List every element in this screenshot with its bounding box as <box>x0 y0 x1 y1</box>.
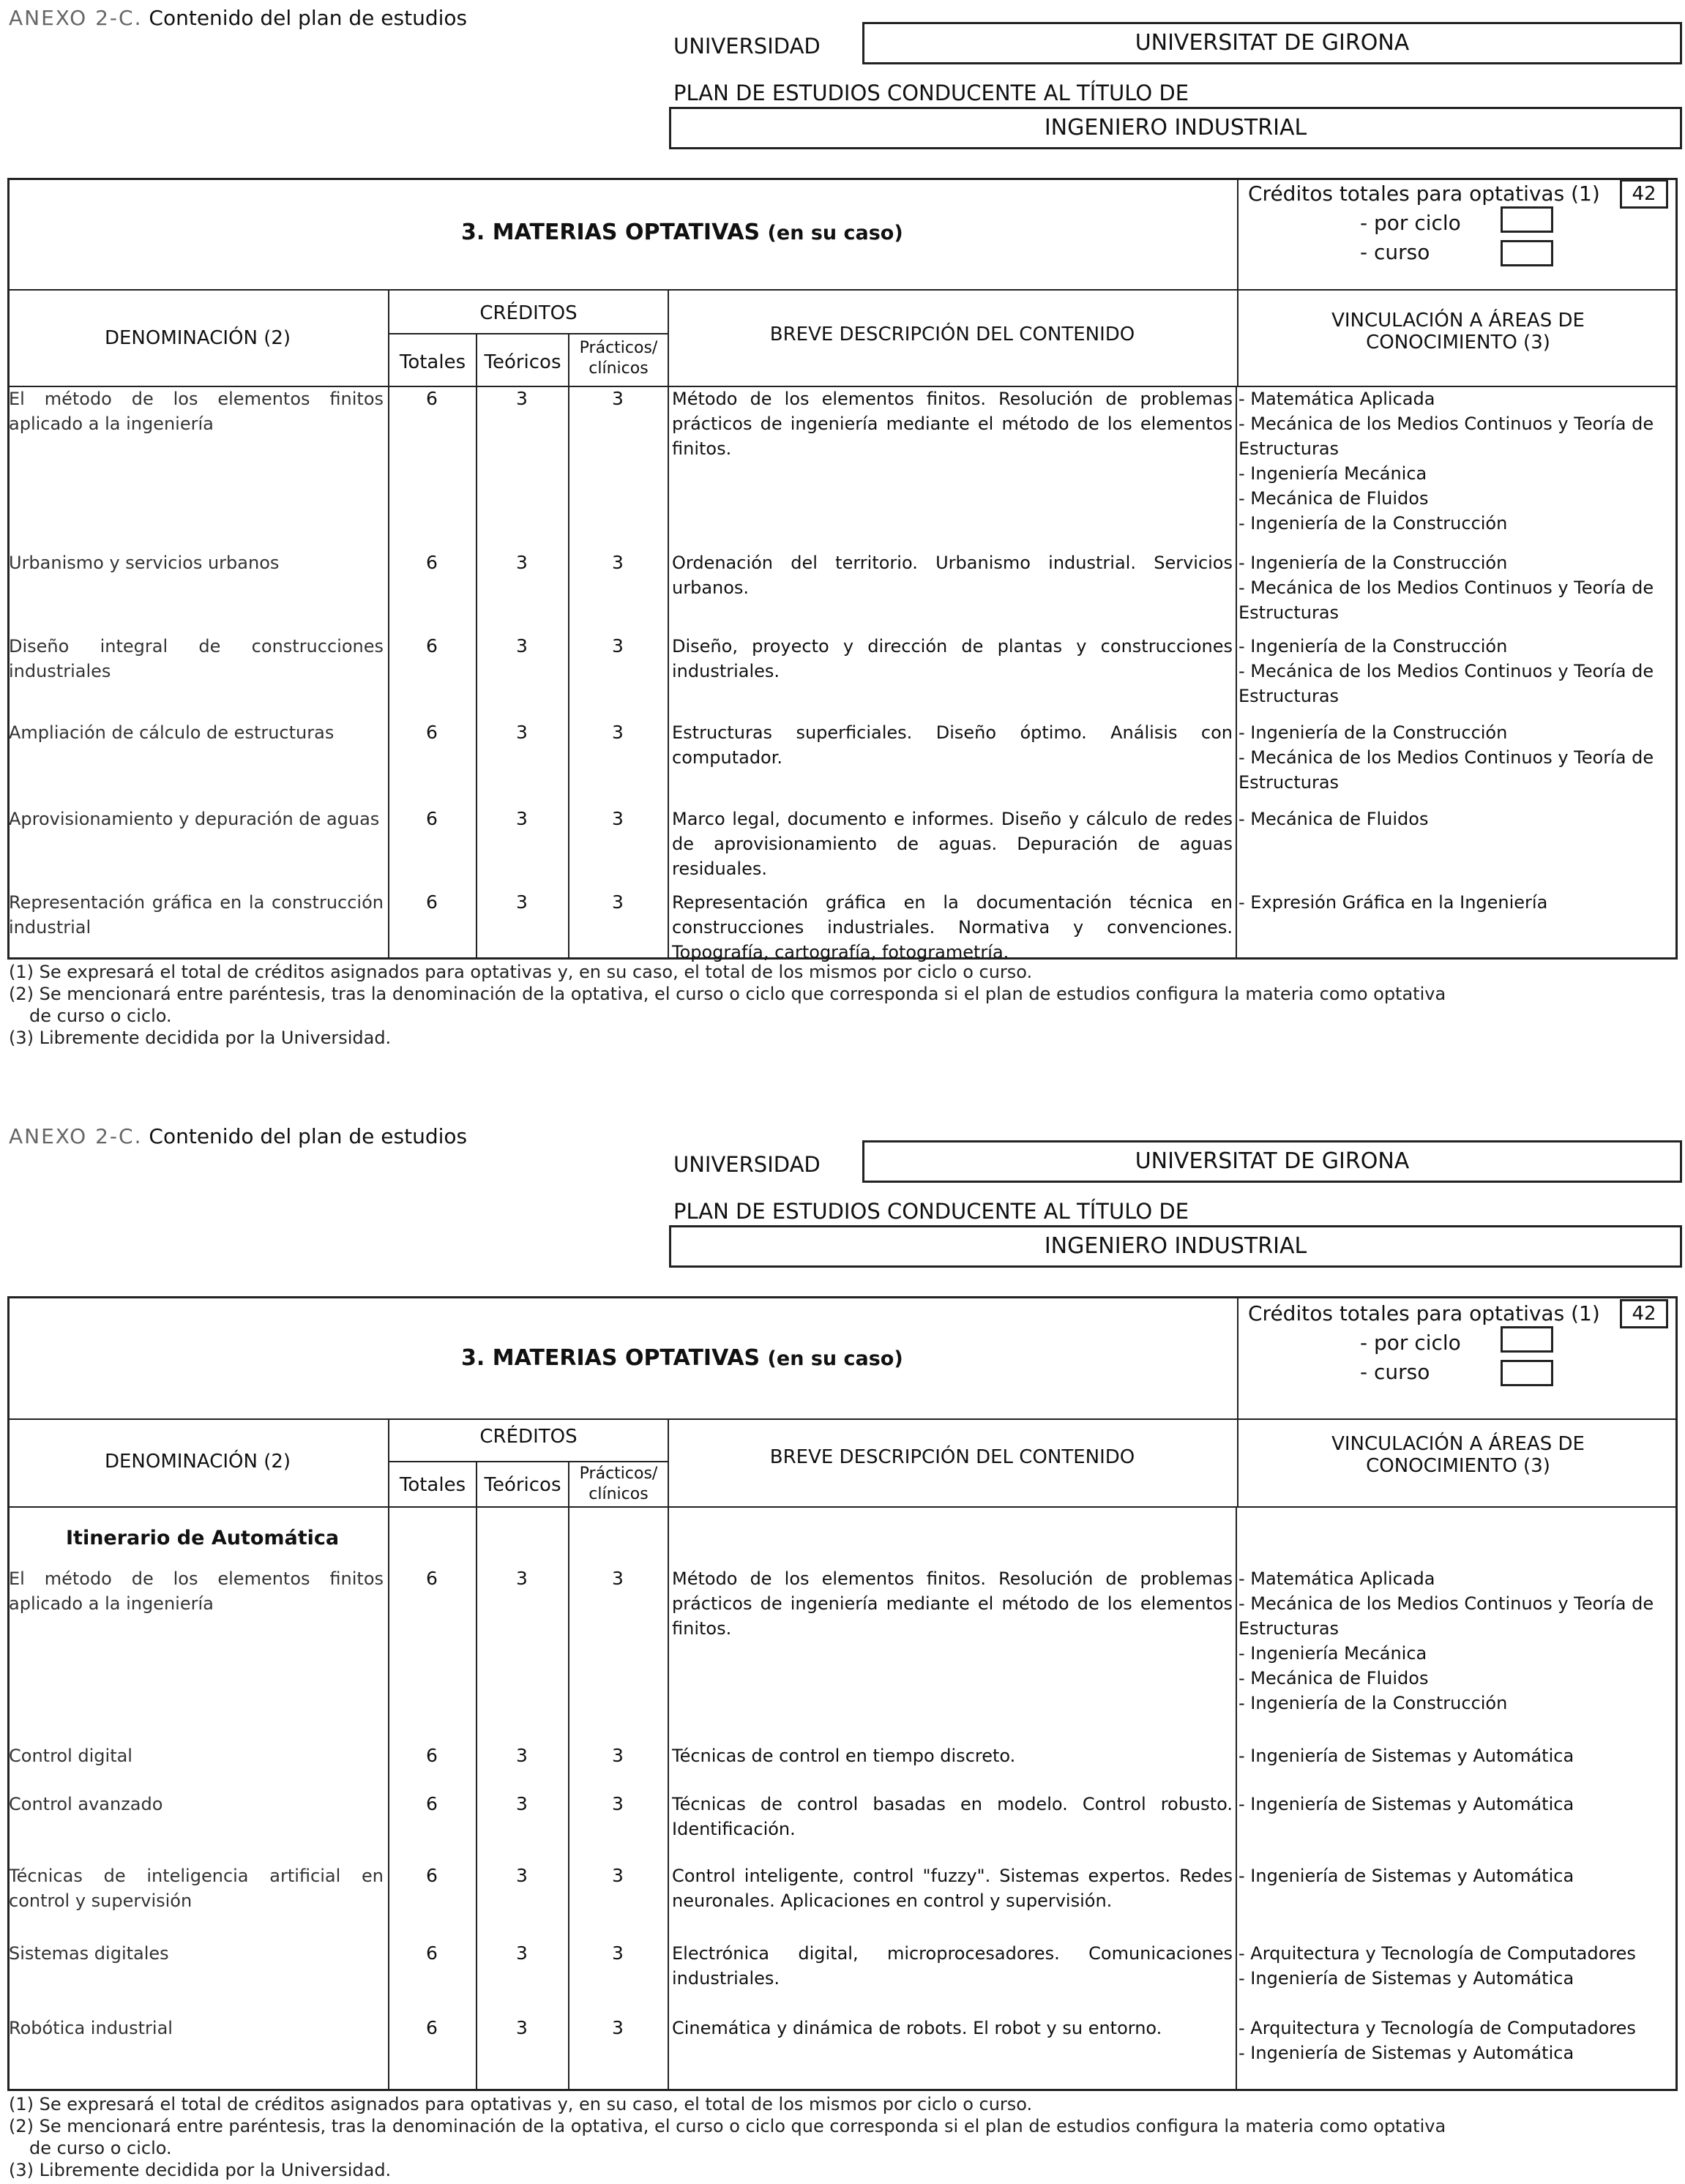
row-denomination: Representación gráfica en la construcción industrial <box>9 892 384 938</box>
section-title: 3. MATERIAS OPTATIVAS (en su caso) <box>461 220 903 245</box>
header-teoricos: Teóricos <box>484 351 561 373</box>
per-cycle-box <box>1501 1326 1553 1353</box>
row-credits-total: 6 <box>426 1745 438 1766</box>
divider <box>7 289 1678 291</box>
annex-number: ANEXO 2-C. <box>9 6 143 30</box>
footnote-2-cont: de curso o ciclo. <box>29 2138 172 2158</box>
row-credits-total: 6 <box>426 1568 438 1589</box>
row-credits-theory: 3 <box>516 552 528 573</box>
annex-title: Contenido del plan de estudios <box>149 1124 468 1148</box>
row-knowledge-areas: - Ingeniería de Sistemas y Automática <box>1238 1866 1574 1886</box>
row-knowledge-areas: - Ingeniería de Sistemas y Automática <box>1238 1746 1574 1766</box>
header-denominacion: DENOMINACIÓN (2) <box>104 327 291 349</box>
row-denomination: Control digital <box>9 1746 132 1766</box>
per-cycle-box <box>1501 206 1553 233</box>
row-denomination: Sistemas digitales <box>9 1943 169 1964</box>
row-credits-total: 6 <box>426 808 438 829</box>
row-credits-practice: 3 <box>612 1745 624 1766</box>
divider <box>7 1418 1678 1420</box>
row-description: Cinemática y dinámica de robots. El robot y su entorno. <box>672 2018 1162 2038</box>
row-description: Control inteligente, control "fuzzy". Sistemas expertos. Redes neuronales. Aplicaciones en control y supervisión. <box>672 1866 1233 1911</box>
annex-number: ANEXO 2-C. <box>9 1124 143 1148</box>
row-credits-theory: 3 <box>516 891 528 913</box>
row-credits-theory: 3 <box>516 635 528 657</box>
row-credits-practice: 3 <box>612 2017 624 2038</box>
divider <box>388 289 389 960</box>
row-credits-practice: 3 <box>612 635 624 657</box>
row-credits-practice: 3 <box>612 1942 624 1964</box>
credits-total-label: Créditos totales para optativas (1) <box>1248 182 1600 206</box>
per-cycle-label: - por ciclo <box>1360 211 1461 235</box>
row-description: Método de los elementos finitos. Resolución de problemas prácticos de ingeniería mediante el método de los elementos finitos. <box>672 389 1233 459</box>
footnote-2: (2) Se mencionará entre paréntesis, tras la denominación de la optativa, el curso o ciclo que corresponda si el plan de estudios configura la materia como optativa <box>9 984 1446 1004</box>
row-credits-theory: 3 <box>516 1568 528 1589</box>
divider <box>388 333 668 334</box>
row-description: Marco legal, documento e informes. Diseño y cálculo de redes de aprovisionamiento de aguas. Depuración de aguas residuales. <box>672 809 1233 879</box>
itinerary-heading: Itinerario de Automática <box>66 1527 340 1549</box>
header-vinculacion: VINCULACIÓN A ÁREAS DE CONOCIMIENTO (3) <box>1331 1433 1585 1477</box>
university-label: UNIVERSIDAD <box>673 34 821 59</box>
row-credits-theory: 3 <box>516 1793 528 1814</box>
header-teoricos: Teóricos <box>484 1474 561 1496</box>
row-credits-theory: 3 <box>516 1865 528 1886</box>
per-course-box <box>1501 240 1553 266</box>
row-knowledge-areas: - Expresión Gráfica en la Ingeniería <box>1238 892 1548 913</box>
per-cycle-label: - por ciclo <box>1360 1331 1461 1355</box>
university-value: UNIVERSITAT DE GIRONA <box>862 1140 1682 1183</box>
divider <box>568 1461 569 2091</box>
credits-total-value: 42 <box>1620 1299 1668 1328</box>
row-knowledge-areas: - Arquitectura y Tecnología de Computadores - Ingeniería de Sistemas y Automática <box>1238 2018 1636 2063</box>
row-knowledge-areas: - Ingeniería de la Construcción - Mecánica de los Medios Continuos y Teoría de Estructuras <box>1238 636 1654 706</box>
university-label: UNIVERSIDAD <box>673 1152 821 1177</box>
row-credits-total: 6 <box>426 1865 438 1886</box>
row-credits-total: 6 <box>426 635 438 657</box>
row-description: Técnicas de control basadas en modelo. Control robusto. Identificación. <box>672 1794 1233 1839</box>
row-credits-practice: 3 <box>612 1793 624 1814</box>
row-credits-theory: 3 <box>516 2017 528 2038</box>
divider <box>476 333 477 960</box>
credits-total-value: 42 <box>1620 179 1668 209</box>
row-denomination: Ampliación de cálculo de estructuras <box>9 722 335 743</box>
row-denomination: Diseño integral de construcciones industriales <box>9 636 384 681</box>
header-denominacion: DENOMINACIÓN (2) <box>104 1451 291 1473</box>
plan-value: INGENIERO INDUSTRIAL <box>669 107 1682 149</box>
row-denomination: Urbanismo y servicios urbanos <box>9 553 280 573</box>
header-vinculacion: VINCULACIÓN A ÁREAS DE CONOCIMIENTO (3) <box>1331 310 1585 354</box>
divider <box>1236 1506 1237 2091</box>
annex-heading <box>9 1124 467 1148</box>
row-denomination: Control avanzado <box>9 1794 163 1814</box>
row-denomination: Aprovisionamiento y depuración de aguas <box>9 809 380 829</box>
row-credits-theory: 3 <box>516 722 528 743</box>
divider <box>7 1506 1678 1508</box>
plan-label: PLAN DE ESTUDIOS CONDUCENTE AL TÍTULO DE <box>673 1199 1189 1224</box>
footnote-1: (1) Se expresará el total de créditos asignados para optativas y, en su caso, el total de los mismos por ciclo o curso. <box>9 2094 1033 2114</box>
row-credits-practice: 3 <box>612 388 624 409</box>
footnote-2: (2) Se mencionará entre paréntesis, tras la denominación de la optativa, el curso o ciclo que corresponda si el plan de estudios configura la materia como optativa <box>9 2116 1446 2136</box>
divider <box>668 289 669 960</box>
annex-heading <box>9 6 467 30</box>
row-denomination: Técnicas de inteligencia artificial en control y supervisión <box>9 1866 384 1911</box>
row-denomination: El método de los elementos finitos aplicado a la ingeniería <box>9 1568 384 1614</box>
row-credits-practice: 3 <box>612 1568 624 1589</box>
row-credits-practice: 3 <box>612 891 624 913</box>
row-credits-total: 6 <box>426 891 438 913</box>
header-creditos: CRÉDITOS <box>479 1426 578 1448</box>
row-credits-total: 6 <box>426 1942 438 1964</box>
plan-label: PLAN DE ESTUDIOS CONDUCENTE AL TÍTULO DE <box>673 81 1189 105</box>
row-credits-total: 6 <box>426 722 438 743</box>
divider <box>668 1418 669 2091</box>
row-description: Técnicas de control en tiempo discreto. <box>672 1746 1016 1766</box>
section-title: 3. MATERIAS OPTATIVAS (en su caso) <box>461 1345 903 1371</box>
header-creditos: CRÉDITOS <box>479 302 578 324</box>
header-totales: Totales <box>399 1474 466 1496</box>
row-description: Representación gráfica en la documentación técnica en construcciones industriales. Normativa y convenciones. Topografía, cartografía, fotogrametría. <box>672 892 1233 962</box>
row-credits-practice: 3 <box>612 808 624 829</box>
row-knowledge-areas: - Matemática Aplicada - Mecánica de los Medios Continuos y Teoría de Estructuras - Ingeniería Mecánica - Mecánica de Fluidos - Ingeniería de la Construcción <box>1238 389 1654 534</box>
plan-value: INGENIERO INDUSTRIAL <box>669 1225 1682 1268</box>
row-credits-theory: 3 <box>516 808 528 829</box>
row-knowledge-areas: - Ingeniería de la Construcción - Mecánica de los Medios Continuos y Teoría de Estructuras <box>1238 553 1654 623</box>
row-description: Estructuras superficiales. Diseño óptimo. Análisis con computador. <box>672 722 1233 768</box>
divider <box>476 1461 477 2091</box>
footnote-1: (1) Se expresará el total de créditos asignados para optativas y, en su caso, el total de los mismos por ciclo o curso. <box>9 962 1033 982</box>
divider <box>1237 178 1238 386</box>
per-course-label: - curso <box>1360 240 1430 264</box>
header-practicos: Prácticos/ clínicos <box>579 339 658 378</box>
row-description: Electrónica digital, microprocesadores. Comunicaciones industriales. <box>672 1943 1233 1989</box>
per-course-label: - curso <box>1360 1360 1430 1384</box>
per-course-box <box>1501 1360 1553 1386</box>
header-descripcion: BREVE DESCRIPCIÓN DEL CONTENIDO <box>769 1446 1135 1468</box>
row-credits-theory: 3 <box>516 388 528 409</box>
row-knowledge-areas: - Mecánica de Fluidos <box>1238 809 1429 829</box>
row-credits-total: 6 <box>426 552 438 573</box>
footnote-2-cont: de curso o ciclo. <box>29 1006 172 1026</box>
header-practicos: Prácticos/ clínicos <box>579 1465 658 1503</box>
row-credits-practice: 3 <box>612 722 624 743</box>
row-credits-theory: 3 <box>516 1942 528 1964</box>
annex-title: Contenido del plan de estudios <box>149 6 468 30</box>
header-totales: Totales <box>399 351 466 373</box>
divider <box>568 333 569 960</box>
header-descripcion: BREVE DESCRIPCIÓN DEL CONTENIDO <box>769 324 1135 345</box>
row-knowledge-areas: - Matemática Aplicada - Mecánica de los Medios Continuos y Teoría de Estructuras - Ingeniería Mecánica - Mecánica de Fluidos - Ingeniería de la Construcción <box>1238 1568 1654 1713</box>
credits-total-label: Créditos totales para optativas (1) <box>1248 1301 1600 1325</box>
divider <box>1236 386 1237 960</box>
row-denomination: Robótica industrial <box>9 2018 173 2038</box>
row-credits-practice: 3 <box>612 1865 624 1886</box>
row-denomination: El método de los elementos finitos aplicado a la ingeniería <box>9 389 384 434</box>
row-knowledge-areas: - Arquitectura y Tecnología de Computadores - Ingeniería de Sistemas y Automática <box>1238 1943 1636 1989</box>
row-credits-total: 6 <box>426 2017 438 2038</box>
row-knowledge-areas: - Ingeniería de la Construcción - Mecánica de los Medios Continuos y Teoría de Estructuras <box>1238 722 1654 793</box>
divider <box>388 1461 668 1462</box>
row-description: Método de los elementos finitos. Resolución de problemas prácticos de ingeniería mediante el método de los elementos finitos. <box>672 1568 1233 1639</box>
row-credits-total: 6 <box>426 388 438 409</box>
university-value: UNIVERSITAT DE GIRONA <box>862 22 1682 64</box>
footnote-3: (3) Libremente decidida por la Universidad. <box>9 1028 392 1048</box>
row-credits-practice: 3 <box>612 552 624 573</box>
row-credits-total: 6 <box>426 1793 438 1814</box>
divider <box>388 1418 389 2091</box>
footnote-3: (3) Libremente decidida por la Universidad. <box>9 2160 392 2180</box>
row-description: Ordenación del territorio. Urbanismo industrial. Servicios urbanos. <box>672 553 1233 598</box>
row-knowledge-areas: - Ingeniería de Sistemas y Automática <box>1238 1794 1574 1814</box>
row-description: Diseño, proyecto y dirección de plantas y construcciones industriales. <box>672 636 1233 681</box>
row-credits-theory: 3 <box>516 1745 528 1766</box>
